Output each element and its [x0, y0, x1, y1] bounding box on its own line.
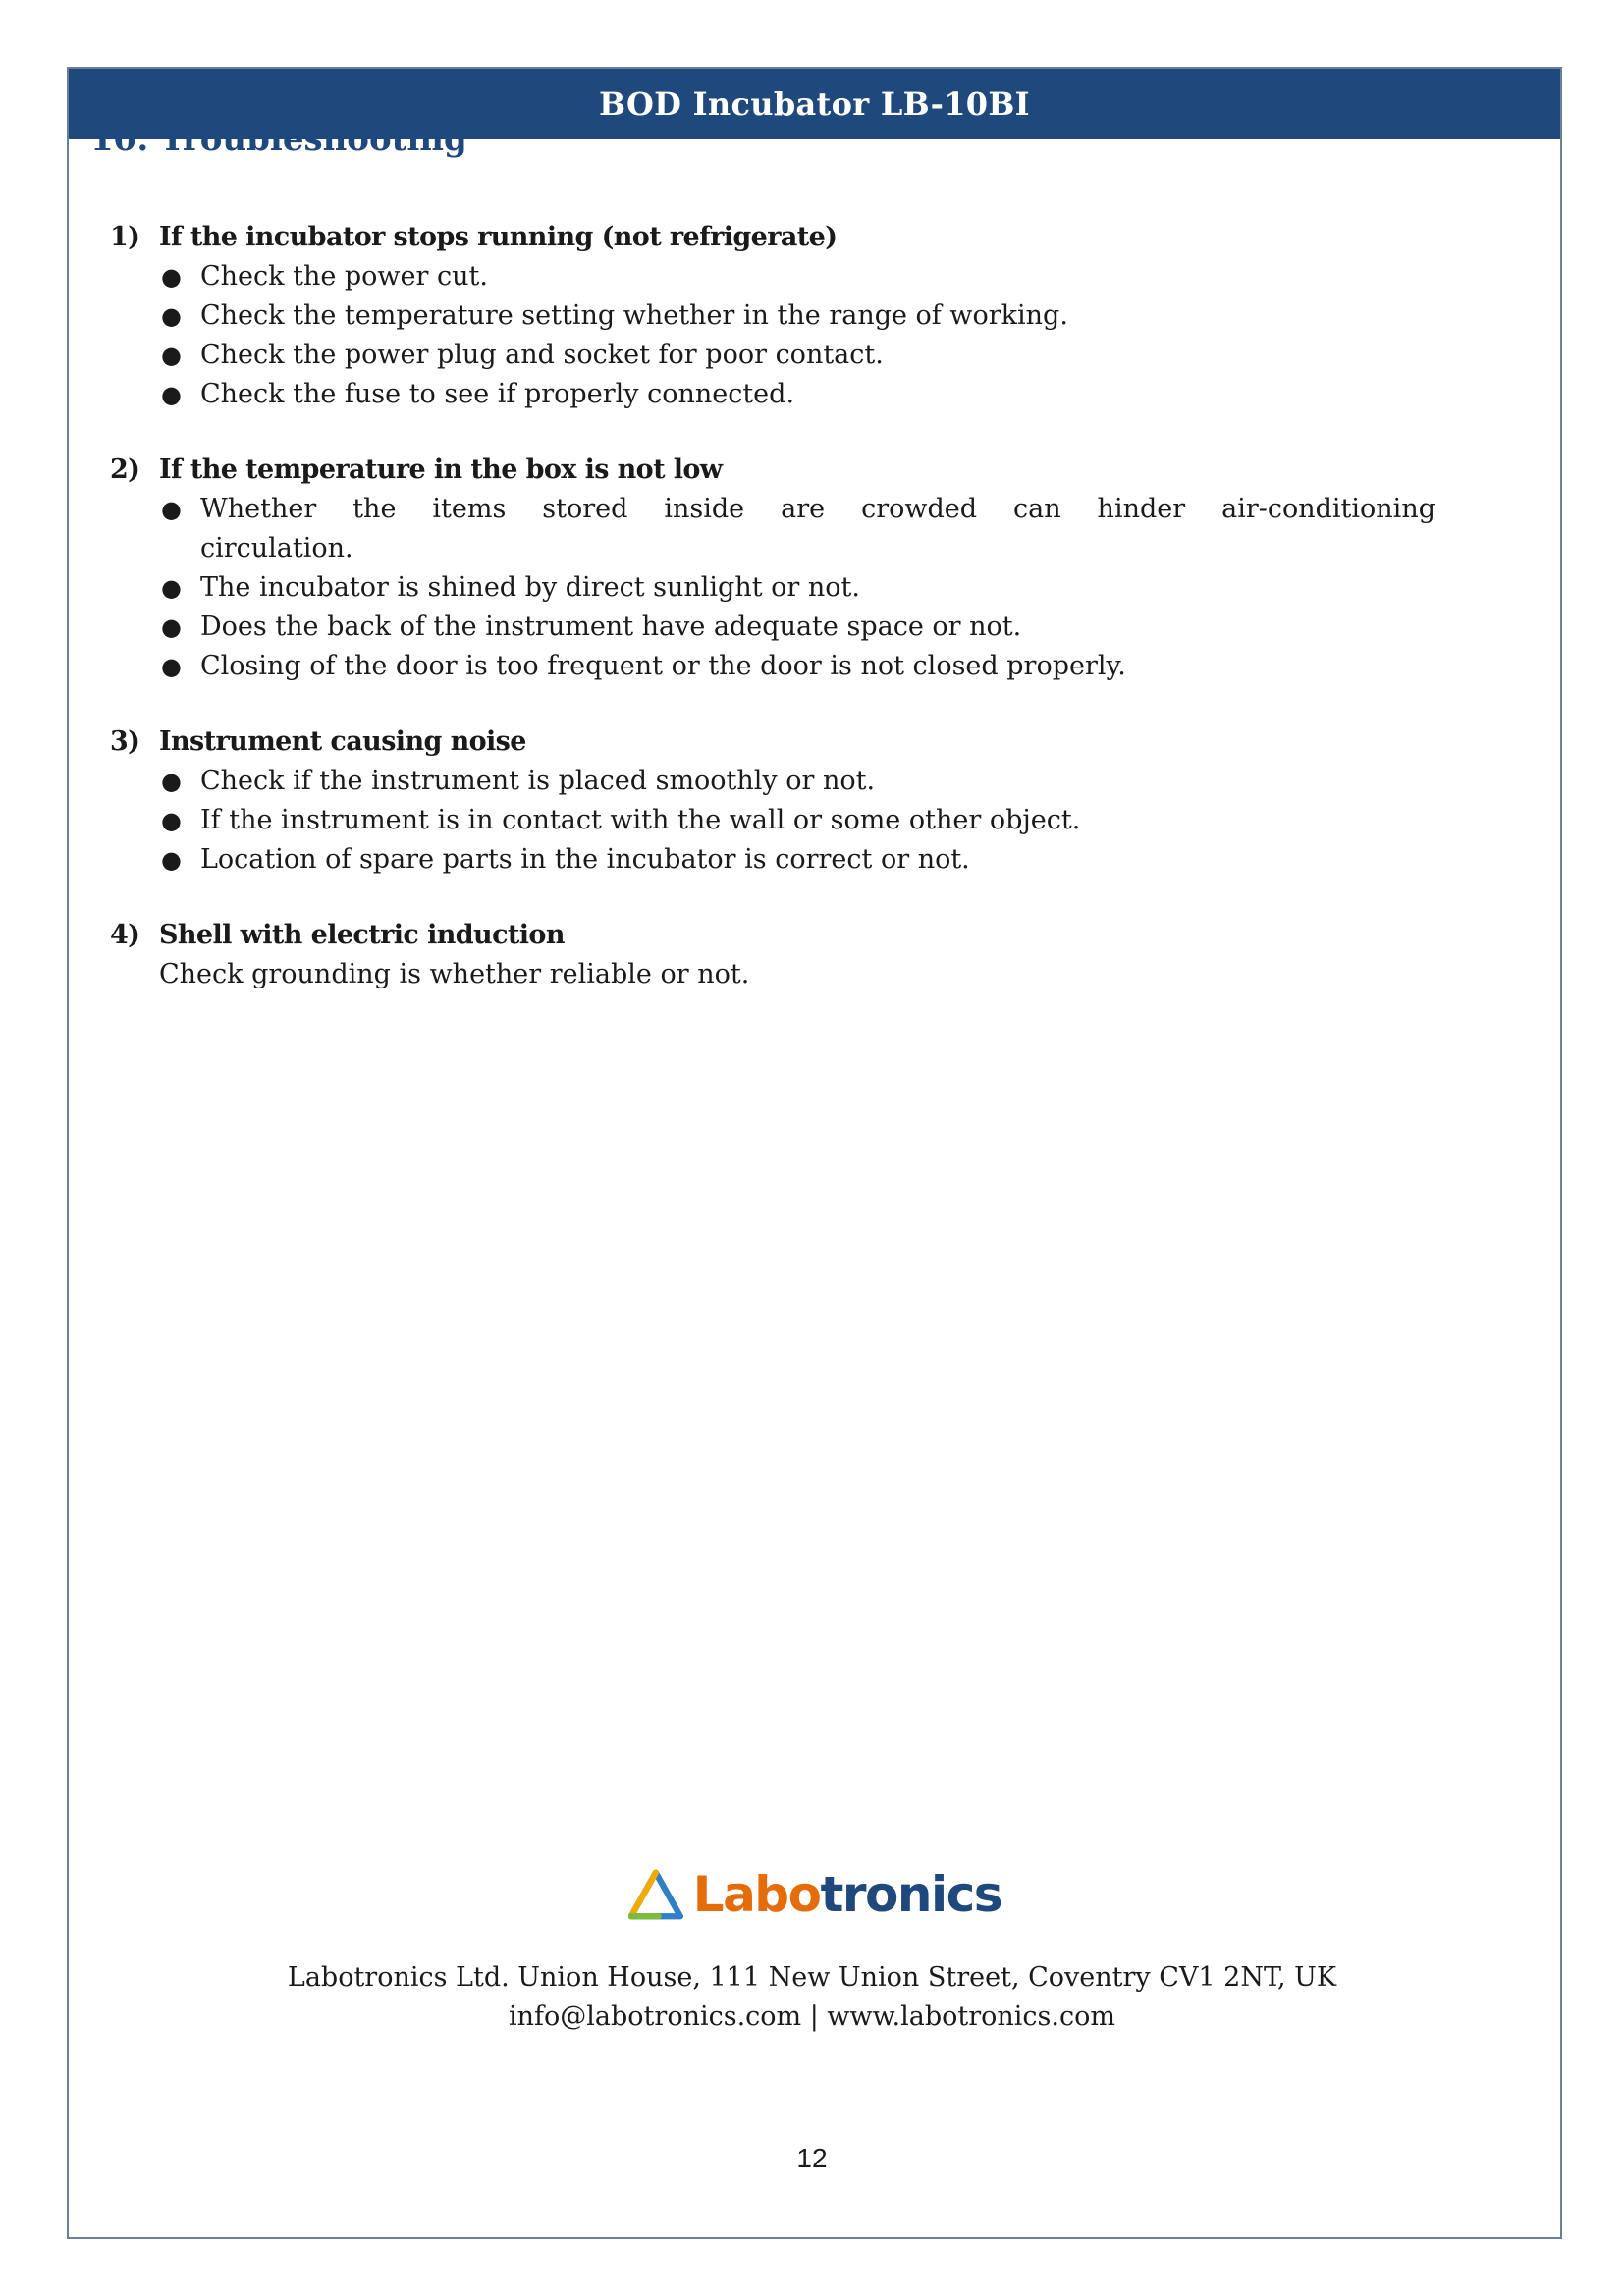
bullet-icon: ●: [161, 342, 182, 369]
list-item: [159, 336, 1435, 375]
troubleshooting-group-3: [110, 722, 1435, 880]
list-item: [159, 375, 1435, 414]
list-item-text: Check the power plug and socket for poor contact.: [200, 340, 884, 370]
group-heading-text: If the temperature in the box is not low: [159, 454, 723, 485]
bullet-list: [110, 762, 1435, 880]
bullet-list: [110, 257, 1435, 414]
list-item-text: If the instrument is in contact with the wall or some other object.: [200, 805, 1081, 835]
list-item: [159, 257, 1435, 296]
footer-address-block: [0, 1958, 1624, 2037]
list-item-text: [200, 490, 1435, 568]
group-heading: [110, 916, 1435, 955]
logo-wordmark-part-1: Labo: [692, 1866, 821, 1923]
group-number: 2): [110, 454, 140, 485]
group-heading-text: Shell with electric induction: [159, 920, 565, 950]
list-item-text: Does the back of the instrument have adequate space or not.: [200, 612, 1022, 642]
group-heading: [110, 218, 1435, 257]
footer-contact: info@labotronics.com | www.labotronics.com: [509, 2002, 1115, 2032]
troubleshooting-group-2: [110, 451, 1435, 686]
list-item: [159, 296, 1435, 336]
bullet-icon: ●: [161, 846, 182, 874]
group-heading: [110, 722, 1435, 762]
bullet-icon: ●: [161, 302, 182, 330]
group-number: 1): [110, 222, 140, 252]
list-item: [159, 647, 1435, 686]
bullet-icon: ●: [161, 614, 182, 641]
list-item-text: The incubator is shined by direct sunlight or not.: [200, 572, 860, 603]
bullet-icon: ●: [161, 381, 182, 408]
group-number: 4): [110, 920, 140, 950]
troubleshooting-group-1: [110, 218, 1435, 414]
logo-wordmark-part-2: tronics: [820, 1866, 1001, 1923]
list-item: [159, 840, 1435, 880]
group-heading-text: Instrument causing noise: [159, 726, 526, 757]
bullet-icon: ●: [161, 263, 182, 291]
bullet-list: [110, 490, 1435, 686]
list-item: [159, 762, 1435, 801]
bullet-icon: ●: [161, 496, 182, 523]
list-item-line: Whether the items stored inside are crowded can hinder air-conditioning: [200, 494, 1435, 524]
list-item-text: Check the temperature setting whether in the range of working.: [200, 300, 1068, 331]
footer-address: Labotronics Ltd. Union House, 111 New Union Street, Coventry CV1 2NT, UK: [287, 1962, 1337, 1993]
bullet-icon: ●: [161, 574, 182, 602]
list-item-text: Check the fuse to see if properly connected.: [200, 379, 795, 409]
page-number: 12: [796, 2143, 828, 2173]
logo-wordmark: [693, 1866, 1001, 1923]
bullet-icon: ●: [161, 768, 182, 795]
list-item: [159, 490, 1435, 568]
group-body-text: Check grounding is whether reliable or not.: [159, 959, 750, 989]
list-item-text: Check the power cut.: [200, 261, 488, 292]
list-item: [159, 568, 1435, 608]
document-title: BOD Incubator LB-10BI: [599, 85, 1030, 123]
group-heading-text: If the incubator stops running (not refrigerate): [159, 222, 838, 252]
list-item-line: circulation.: [200, 533, 353, 563]
bullet-icon: ●: [161, 807, 182, 834]
list-item-text: Location of spare parts in the incubator is correct or not.: [200, 844, 970, 875]
labotronics-logo: [628, 1855, 1001, 1934]
bullet-icon: ●: [161, 653, 182, 680]
triangle-logo-icon: [628, 1857, 683, 1932]
list-item-text: Closing of the door is too frequent or the door is not closed properly.: [200, 651, 1126, 681]
group-number: 3): [110, 726, 140, 757]
group-heading: [110, 451, 1435, 490]
list-item: [159, 801, 1435, 840]
troubleshooting-content: [110, 218, 1435, 1031]
troubleshooting-group-4: [110, 916, 1435, 994]
list-item: [159, 608, 1435, 647]
section-title: 10. Troubleshooting: [90, 120, 467, 159]
list-item-text: Check if the instrument is placed smoothly or not.: [200, 766, 876, 796]
